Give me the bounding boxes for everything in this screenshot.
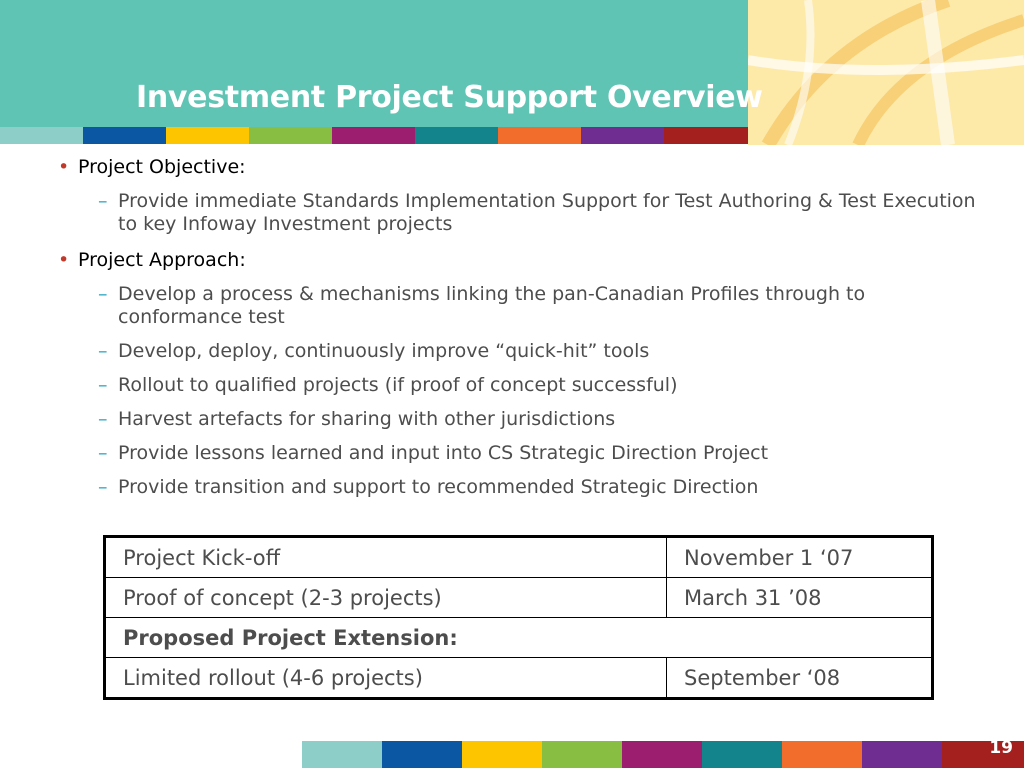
table-row — [105, 658, 933, 699]
table-cell-date: March 31 ’08 — [667, 578, 933, 618]
dash-icon: – — [98, 442, 108, 464]
list-item: – Harvest artefacts for sharing with other jurisdictions — [98, 408, 616, 430]
bottom-color-bar — [302, 741, 1024, 768]
list-item: – Provide lessons learned and input into CS Strategic Direction Project — [98, 442, 769, 464]
table-cell-section: Proposed Project Extension: — [105, 618, 933, 658]
dash-icon: – — [98, 408, 108, 430]
milestones-table — [103, 535, 934, 700]
page-number: 19 — [989, 738, 1013, 758]
table-cell-task: Project Kick-off — [105, 537, 667, 578]
table-cell-task: Limited rollout (4-6 projects) — [105, 658, 667, 699]
list-item: – Develop, deploy, continuously improve “quick-hit” tools — [98, 340, 650, 362]
table-row — [105, 537, 933, 578]
bullet-icon: • — [58, 249, 70, 271]
table-row — [105, 578, 933, 618]
list-item: – Provide immediate Standards Implementation Support for Test Authoring & Test Execution to key Infoway Investment projects — [98, 190, 976, 235]
list-item: – Develop a process & mechanisms linking the pan-Canadian Profiles through to conformance test — [98, 283, 866, 328]
section-heading-approach: • Project Approach: — [58, 249, 246, 271]
table-row-extension — [105, 618, 933, 658]
list-item: – Rollout to qualified projects (if proof of concept successful) — [98, 374, 678, 396]
bullet-icon: • — [58, 156, 70, 178]
dash-icon: – — [98, 190, 108, 212]
globe-graphic — [748, 0, 1024, 145]
table-cell-date: September ‘08 — [667, 658, 933, 699]
dash-icon: – — [98, 340, 108, 362]
slide-title: Investment Project Support Overview — [136, 80, 763, 115]
table-cell-date: November 1 ‘07 — [667, 537, 933, 578]
dash-icon: – — [98, 476, 108, 498]
list-item: – Provide transition and support to recommended Strategic Direction — [98, 476, 759, 498]
section-heading-objective: • Project Objective: — [58, 156, 246, 178]
dash-icon: – — [98, 374, 108, 396]
top-color-bar — [0, 127, 748, 144]
table-cell-task: Proof of concept (2-3 projects) — [105, 578, 667, 618]
dash-icon: – — [98, 283, 108, 305]
